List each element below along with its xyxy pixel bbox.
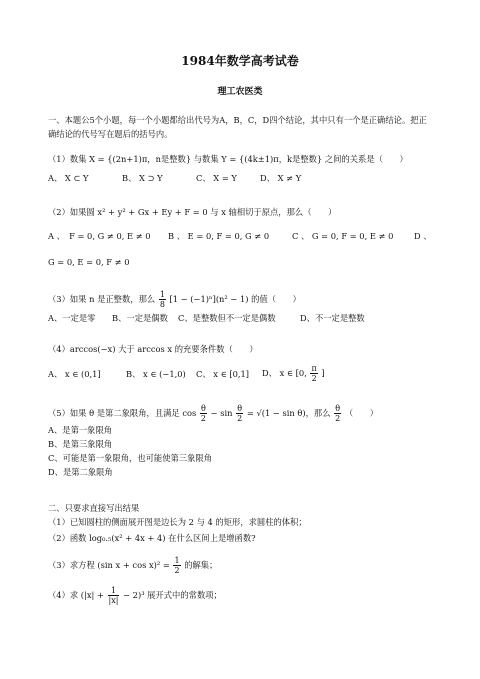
q5-stem-post: = √(1 − sin θ)，那么	[246, 408, 331, 418]
q4-option-a: A、 x ∈ (0,1]	[48, 369, 101, 379]
part1-intro-line2: 确结论的代号写在题后的括号内。	[48, 129, 173, 139]
q5-stem-mid: − sin	[210, 408, 233, 418]
q4-option-d-pre: D、 x ∈ [0,	[262, 368, 307, 378]
q5-stem	[48, 404, 378, 423]
q5-fraction-3-den: 2	[335, 414, 341, 423]
q3-option-a: A、一定是零	[48, 313, 96, 323]
part2-q4	[48, 586, 222, 605]
q5-option-b: B、是第三象限角	[48, 439, 113, 449]
q3-stem	[48, 290, 301, 309]
q5-fraction-3	[334, 404, 341, 423]
q4-option-d	[262, 364, 325, 383]
part2-q3	[48, 556, 217, 575]
part1-intro-line1: 一、本题公5个小题，每一个小题都给出代号为A，B，C，D四个结论，其中只有一个是正确结论。把正	[48, 115, 427, 125]
q5-fraction-1	[200, 404, 207, 423]
q3-option-c: C、是整数但不一定是偶数	[178, 313, 276, 323]
q5-fraction-2-den: 2	[237, 414, 243, 423]
part2-q1: （1）已知圆柱的侧面展开图是边长为 2 与 4 的矩形，求圆柱的体积；	[48, 517, 307, 527]
q4-option-b: B、 x ∈ (−1,0)	[126, 369, 186, 379]
q5-option-d: D、是第二象限角	[48, 467, 113, 477]
q5-option-a: A、是第一象限角	[48, 425, 113, 435]
q5-fraction-2-num: θ	[237, 404, 243, 413]
q3-fraction	[159, 290, 166, 309]
part2-q3-fraction	[173, 556, 180, 575]
q2-stem: （2）如果圆 x² + y² + Gx + Ey + F = 0 与 x 轴相切于原点，那么（ ）	[48, 207, 337, 217]
q3-option-d: D、不一定是整数	[300, 313, 365, 323]
q4-option-d-fraction	[310, 364, 317, 383]
part2-q4-den: |x|	[108, 596, 119, 605]
part2-q4-fraction	[108, 586, 120, 605]
part2-heading: 二、只要求直接写出结果	[48, 503, 140, 513]
q4-option-d-num: π	[311, 364, 317, 373]
part2-q3-den: 2	[174, 566, 180, 575]
q4-option-d-den: 2	[311, 374, 317, 383]
q4-option-d-post: ]	[321, 368, 325, 378]
part2-q3-num: 1	[174, 556, 180, 565]
q5-fraction-1-num: θ	[201, 404, 206, 413]
q3-stem-post: [1 − (−1)ⁿ](n² − 1) 的值（ ）	[169, 294, 301, 304]
q2-option-c: C 、 G = 0, F = 0, E ≠ 0	[292, 231, 394, 241]
q1-option-b: B、 X ⊃ Y	[122, 173, 163, 183]
q4-stem: （4）arccos(−x) 大于 arccos x 的充要条件数（ ）	[48, 344, 258, 354]
q1-option-c: C、 X = Y	[196, 173, 237, 183]
q4-option-c: C、 x ∈ [0,1]	[196, 369, 250, 379]
page-title: 1984年数学高考试卷	[181, 54, 299, 68]
part2-q3-pre: （3）求方程 (sin x + cos x)² =	[48, 560, 170, 570]
q5-fraction-3-num: θ	[335, 404, 341, 413]
q2-option-d: D 、	[414, 231, 432, 241]
part2-q2: （2）函数 log₀.₅(x² + 4x + 4) 在什么区间上是增函数?	[48, 533, 256, 543]
q5-fraction-2	[236, 404, 243, 423]
q2-option-d-continued: G = 0, E = 0, F ≠ 0	[48, 257, 130, 267]
q3-fraction-num: 1	[159, 290, 165, 299]
q5-fraction-1-den: 2	[200, 414, 206, 423]
page-subtitle: 理工农医类	[217, 87, 263, 97]
q2-option-b: B 、 E = 0, F = 0, G ≠ 0	[168, 231, 270, 241]
q2-option-a: A 、 F = 0, G ≠ 0, E ≠ 0	[48, 231, 151, 241]
q1-option-a: A、 X ⊂ Y	[48, 173, 89, 183]
q3-option-b: B、一定是偶数	[112, 313, 168, 323]
q5-stem-end: （ ）	[344, 408, 379, 418]
part2-q3-post: 的解集；	[184, 560, 218, 570]
q5-option-c: C、可能是第一象限角，也可能使第三象限角	[48, 453, 212, 463]
q3-stem-pre: （3）如果 n 是正整数，那么	[48, 294, 156, 304]
q1-option-d: D、 X ≠ Y	[260, 173, 302, 183]
part2-q4-post: − 2)³ 展开式中的常数项；	[123, 590, 222, 600]
part2-q4-num: 1	[108, 586, 120, 596]
part2-q4-pre: （4）求 (|x| +	[48, 590, 104, 600]
q5-stem-pre: （5）如果 θ 是第二象限角，且满足 cos	[48, 408, 197, 418]
q3-fraction-den: 8	[159, 300, 165, 309]
q1-stem: （1）数集 X = {(2n+1)π，n是整数} 与数集 Y = {(4k±1)π，k是整数} 之间的关系是（ ）	[48, 154, 408, 164]
